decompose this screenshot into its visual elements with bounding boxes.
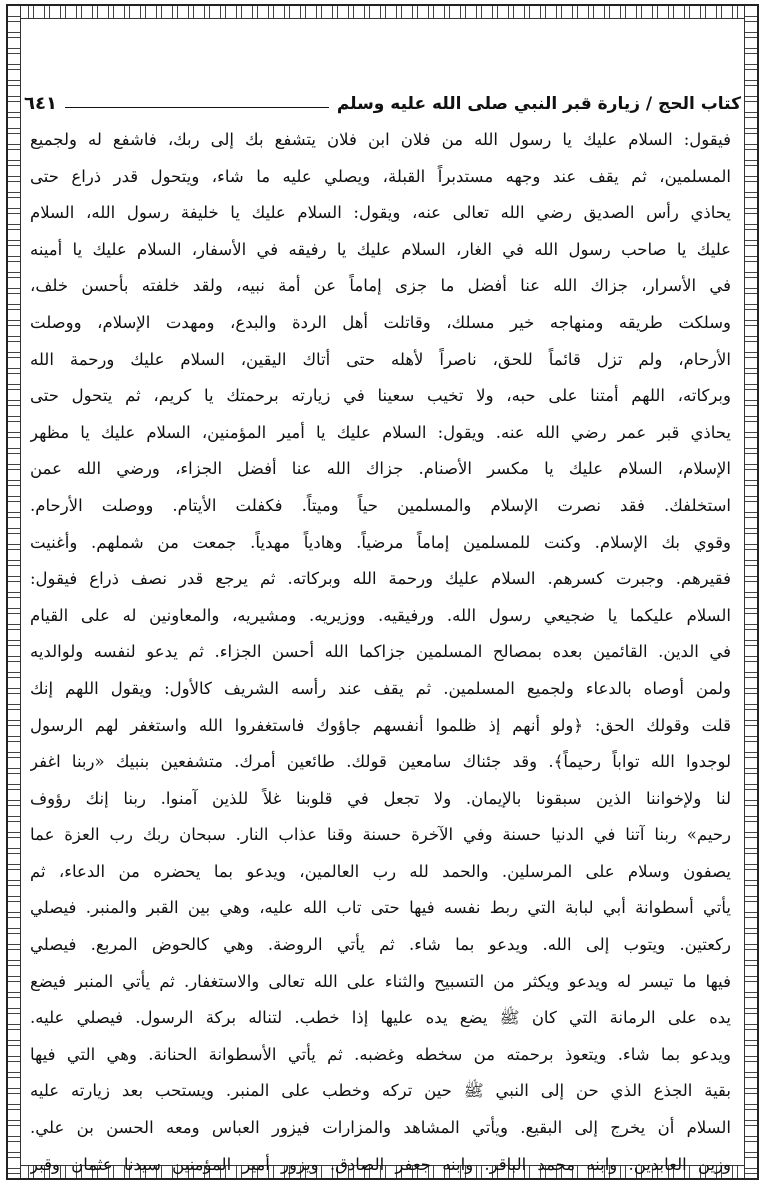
text-line: قلت وقولك الحق: ﴿ولو أنهم إذ ظلموا أنفسهم جاؤوك فاستغفروا الله واستغفر لهم الرسول — [30, 715, 731, 735]
text-line: يده على الرمانة التي كان ﷺ يضع يده عليها إذا خطب. لتناله بركة الرسول. فيصلي عليه. — [30, 1008, 731, 1028]
text-line: ولمن أوصاه بالدعاء ولجميع المسلمين. ثم يقف عند رأسه الشريف كالأول: ويقول اللهم إنك — [30, 678, 731, 698]
text-line: بقية الجذع الذي حن إلى النبي ﷺ حين تركه وخطب على المنبر. ويستحب بعد زيارته عليه — [30, 1081, 731, 1101]
ornamental-border-left — [8, 6, 21, 1178]
text-line: فيها ما تيسر له ويدعو ويكثر من التسبيح والثناء على الله تعالى والاستغفار. ثم يأتي المنبر فيضع — [30, 971, 731, 991]
text-line: عليك يا صاحب رسول الله في الغار، السلام عليك يا رفيقه في الأسفار، السلام عليك يا أمينه — [30, 239, 731, 259]
text-line: المسلمين، ثم يقف عند وجهه مستدبراً القبلة، ويصلي عليه ما شاء، ويتحول قدر ذراع حتى — [30, 166, 731, 186]
text-line: وبركاته، اللهم أمتنا على حبه، ولا تخيب سعينا في زيارته برحمتك يا كريم، ثم يتحول حتى — [30, 386, 731, 406]
text-line: ركعتين. ويتوب إلى الله. ويدعو بما شاء. ثم يأتي الروضة. وهي كالحوض المربع. فيصلي — [30, 935, 731, 955]
ornamental-border-top — [8, 6, 757, 19]
text-line: في الدين. القائمين بعده بمصالح المسلمين جزاكما الله أحسن الجزاء. ثم يدعو لنفسه ولوالديه — [30, 642, 731, 662]
text-line: لنا ولإخواننا الذين سبقونا بالإيمان. ولا تجعل في قلوبنا غلاً للذين آمنوا. ربنا إنك رؤوف — [30, 788, 731, 808]
text-line: رحيم» ربنا آتنا في الدنيا حسنة وفي الآخرة حسنة وقنا عذاب النار. سبحان ربك رب العزة عما — [30, 825, 731, 845]
text-line: استخلفك. فقد نصرت الإسلام والمسلمين حياً وميتاً. فكفلت الأيتام. ووصلت الأرحام. — [30, 495, 731, 515]
text-line: لوجدوا الله تواباً رحيماً﴾. وقد جئناك سامعين قولك. طائعين أمرك. متشفعين بنبيك «ربنا اغفر — [30, 752, 731, 772]
text-line: فيقول: السلام عليك يا رسول الله من فلان ابن فلان يتشفع بك إلى ربك، فاشفع له ولجميع — [30, 130, 731, 149]
text-line: فقيرهم. وجبرت كسرهم. السلام عليك ورحمة الله وبركاته. ثم يرجع قدر نصف ذراع فيقول: — [30, 569, 731, 589]
header-title: كتاب الحج / زيارة قبر النبي صلى الله عليه وسلم — [336, 94, 741, 114]
text-line: يصفون وسلام على المرسلين. والحمد لله رب العالمين، ويدعو بما يحضره من الدعاء، ثم — [30, 861, 731, 881]
text-line: يحاذي رأس الصديق رضي الله تعالى عنه، ويقول: السلام عليك يا خليفة رسول الله، السلام — [30, 203, 731, 223]
page-number: ٦٤١ — [24, 93, 57, 114]
text-line: السلام أن يخرج إلى البقيع. ويأتي المشاهد والمزارات فيزور العباس ومعه الحسن بن علي. — [30, 1118, 731, 1138]
text-line: وقوي بك الإسلام. وكنت للمسلمين إماماً مرضياً. وهادياً مهدياً. جمعت من شملهم. وأغنيت — [30, 532, 731, 552]
ornamental-border-right — [744, 6, 757, 1178]
text-line: وزين العابدين. وابنه محمد الباقر. وابنه جعفر الصادق. ويزور أمير المؤمنين سيدنا عثمان وقبر — [30, 1154, 731, 1174]
text-line: في الأسرار، جزاك الله عنا أفضل ما جزى إماماً عن أمة نبيه، ولقد خلفته بأحسن خلف، — [30, 276, 731, 296]
text-line: يأتي أسطوانة أبي لبابة التي ربط نفسه فيها حتى تاب الله عليه، وهي بين القبر والمنبر. فيصلي — [30, 898, 731, 918]
header-rule — [65, 107, 329, 108]
running-header — [24, 86, 741, 114]
text-line: ويدعو بما شاء. ويتعوذ برحمته من سخطه وغضبه. ثم يأتي الأسطوانة الحنانة. وهي التي فيها — [30, 1044, 731, 1064]
body-text — [30, 122, 731, 1183]
text-line: الأرحام، ولم تزل قائماً للحق، ناصراً لأهله حتى أتاك اليقين، السلام عليك ورحمة الله — [30, 349, 731, 369]
text-line: السلام عليكما يا ضجيعي رسول الله. ورفيقيه. ووزيريه. ومشيريه، والمعاونين له على القيام — [30, 605, 731, 625]
text-line: الإسلام، السلام عليك يا مكسر الأصنام. جزاك الله عنا أفضل الجزاء، ورضي الله عمن — [30, 459, 731, 479]
text-line: يحاذي قبر عمر رضي الله عنه. ويقول: السلام عليك يا أمير المؤمنين، السلام عليك يا مظهر — [30, 422, 731, 442]
text-line: وسلكت طريقه ومنهاجه خير مسلك، وقاتلت أهل الردة والبدع، ومهدت الإسلام، ووصلت — [30, 312, 731, 332]
